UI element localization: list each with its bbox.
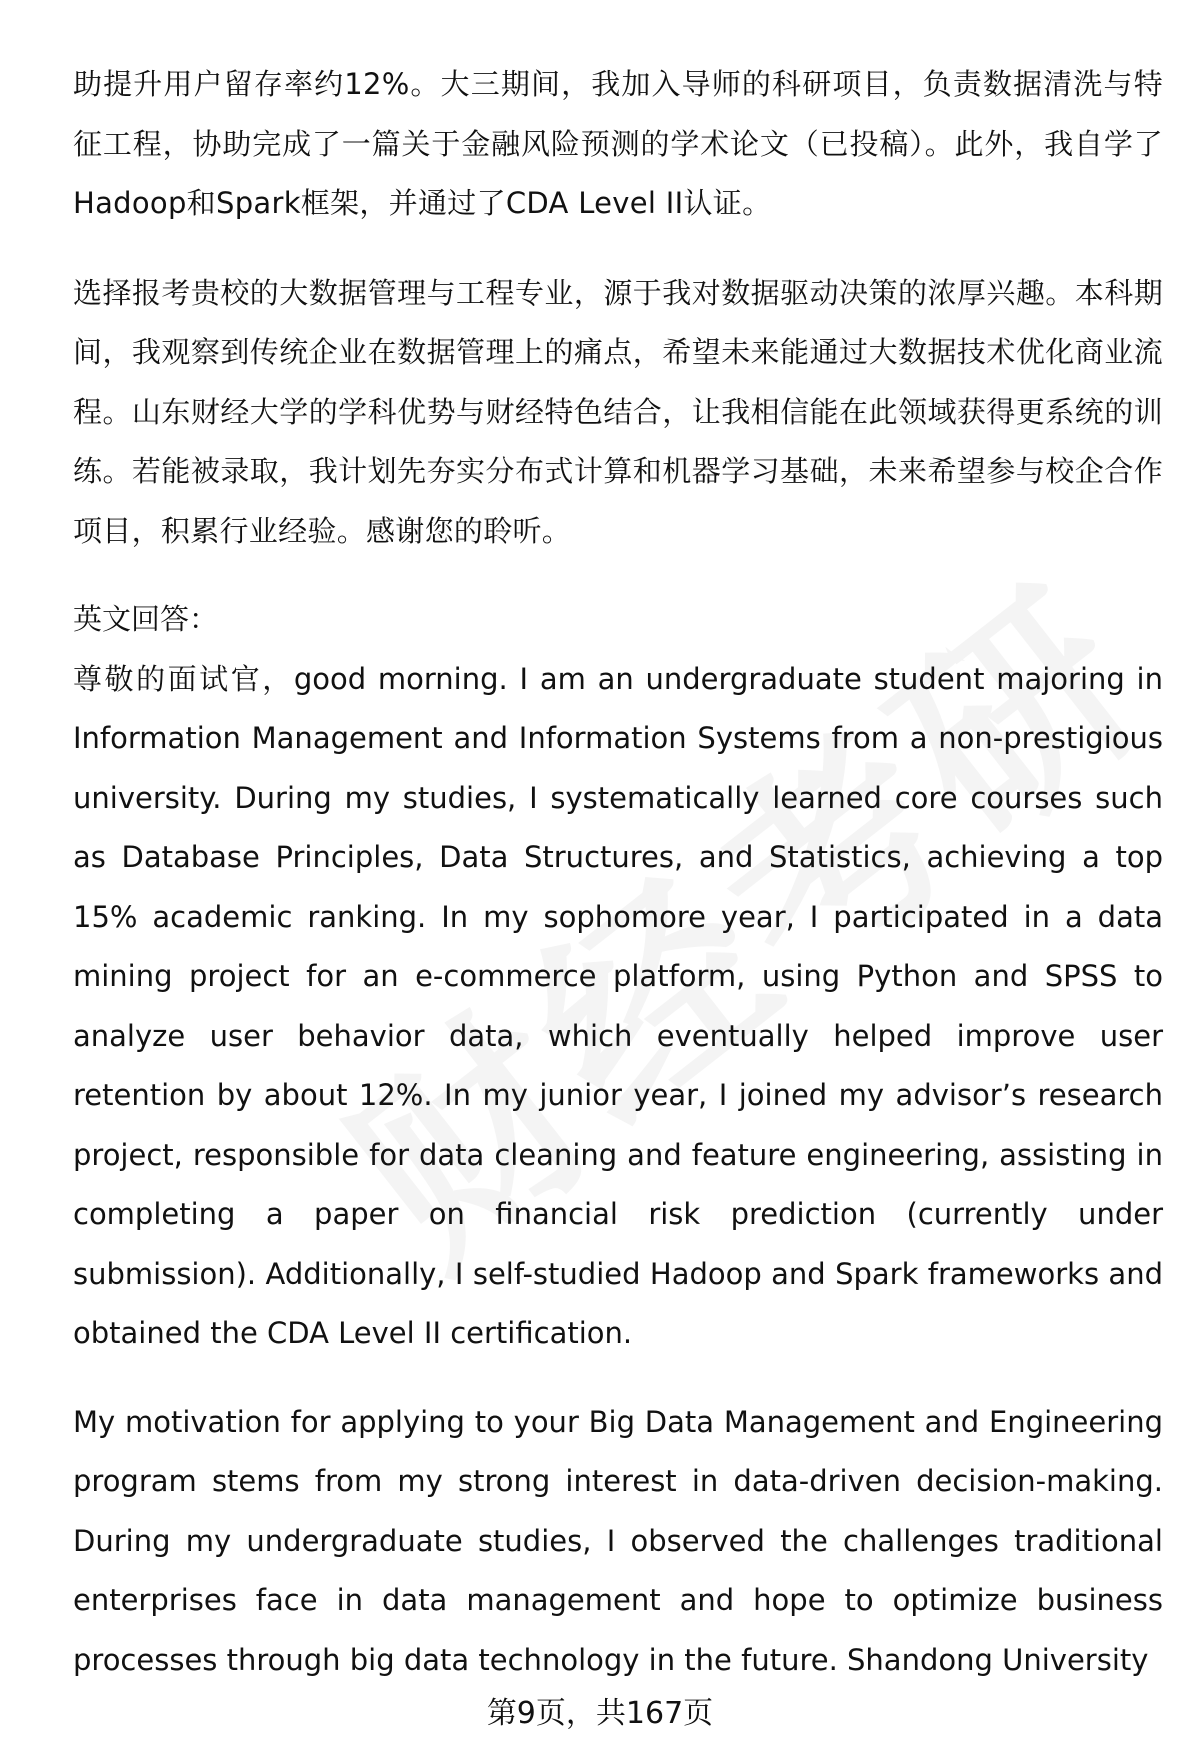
paragraph-chinese-experience: 助提升用户留存率约12%。大三期间，我加入导师的科研项目，负责数据清洗与特征工程，协助完成了一篇关于金融风险预测的学术论文（已投稿）。此外，我自学了Hadoop和Spark框架，并通过了CDA Level II认证。: [73, 67, 1163, 220]
page-content: [73, 55, 1163, 1690]
paragraph-english-intro: 尊敬的面试官，good morning. I am an undergraduate student majoring in Information Management and Information Systems from a non-prestigious university. During my studies, I systematically learned core courses such as Database Principles, Data Structures, and Statistics, achieving a top 15% academic ranking. In my sophomore year, I participated in a data mining project for an e-commerce platform, using Python and SPSS to analyze user behavior data, which eventually helped improve user retention by about 12%. In my junior year, I joined my advisor’s research project, responsible for data cleaning and feature engineering, assisting in completing a paper on financial risk prediction (currently under submission). Additionally, I self-studied Hadoop and Spark frameworks and obtained the CDA Level II certification.: [73, 661, 1163, 1350]
english-answer-label: 英文回答：: [73, 602, 219, 636]
page-number: 第9页，共167页: [486, 1696, 714, 1731]
paragraph-chinese-motivation: 选择报考贵校的大数据管理与工程专业，源于我对数据驱动决策的浓厚兴趣。本科期间，我观察到传统企业在数据管理上的痛点，希望未来能通过大数据技术优化商业流程。山东财经大学的学科优势与财经特色结合，让我相信能在此领域获得更系统的训练。若能被录取，我计划先夯实分布式计算和机器学习基础，未来希望参与校企合作项目，积累行业经验。感谢您的聆听。: [73, 275, 1163, 548]
paragraph-english-motivation: My motivation for applying to your Big Data Management and Engineering program stems from my strong interest in data-driven decision-making. During my undergraduate studies, I observed the challenges traditional enterprises face in data management and hope to optimize business processes through big data technology in the future. Shandong University: [73, 1404, 1163, 1677]
